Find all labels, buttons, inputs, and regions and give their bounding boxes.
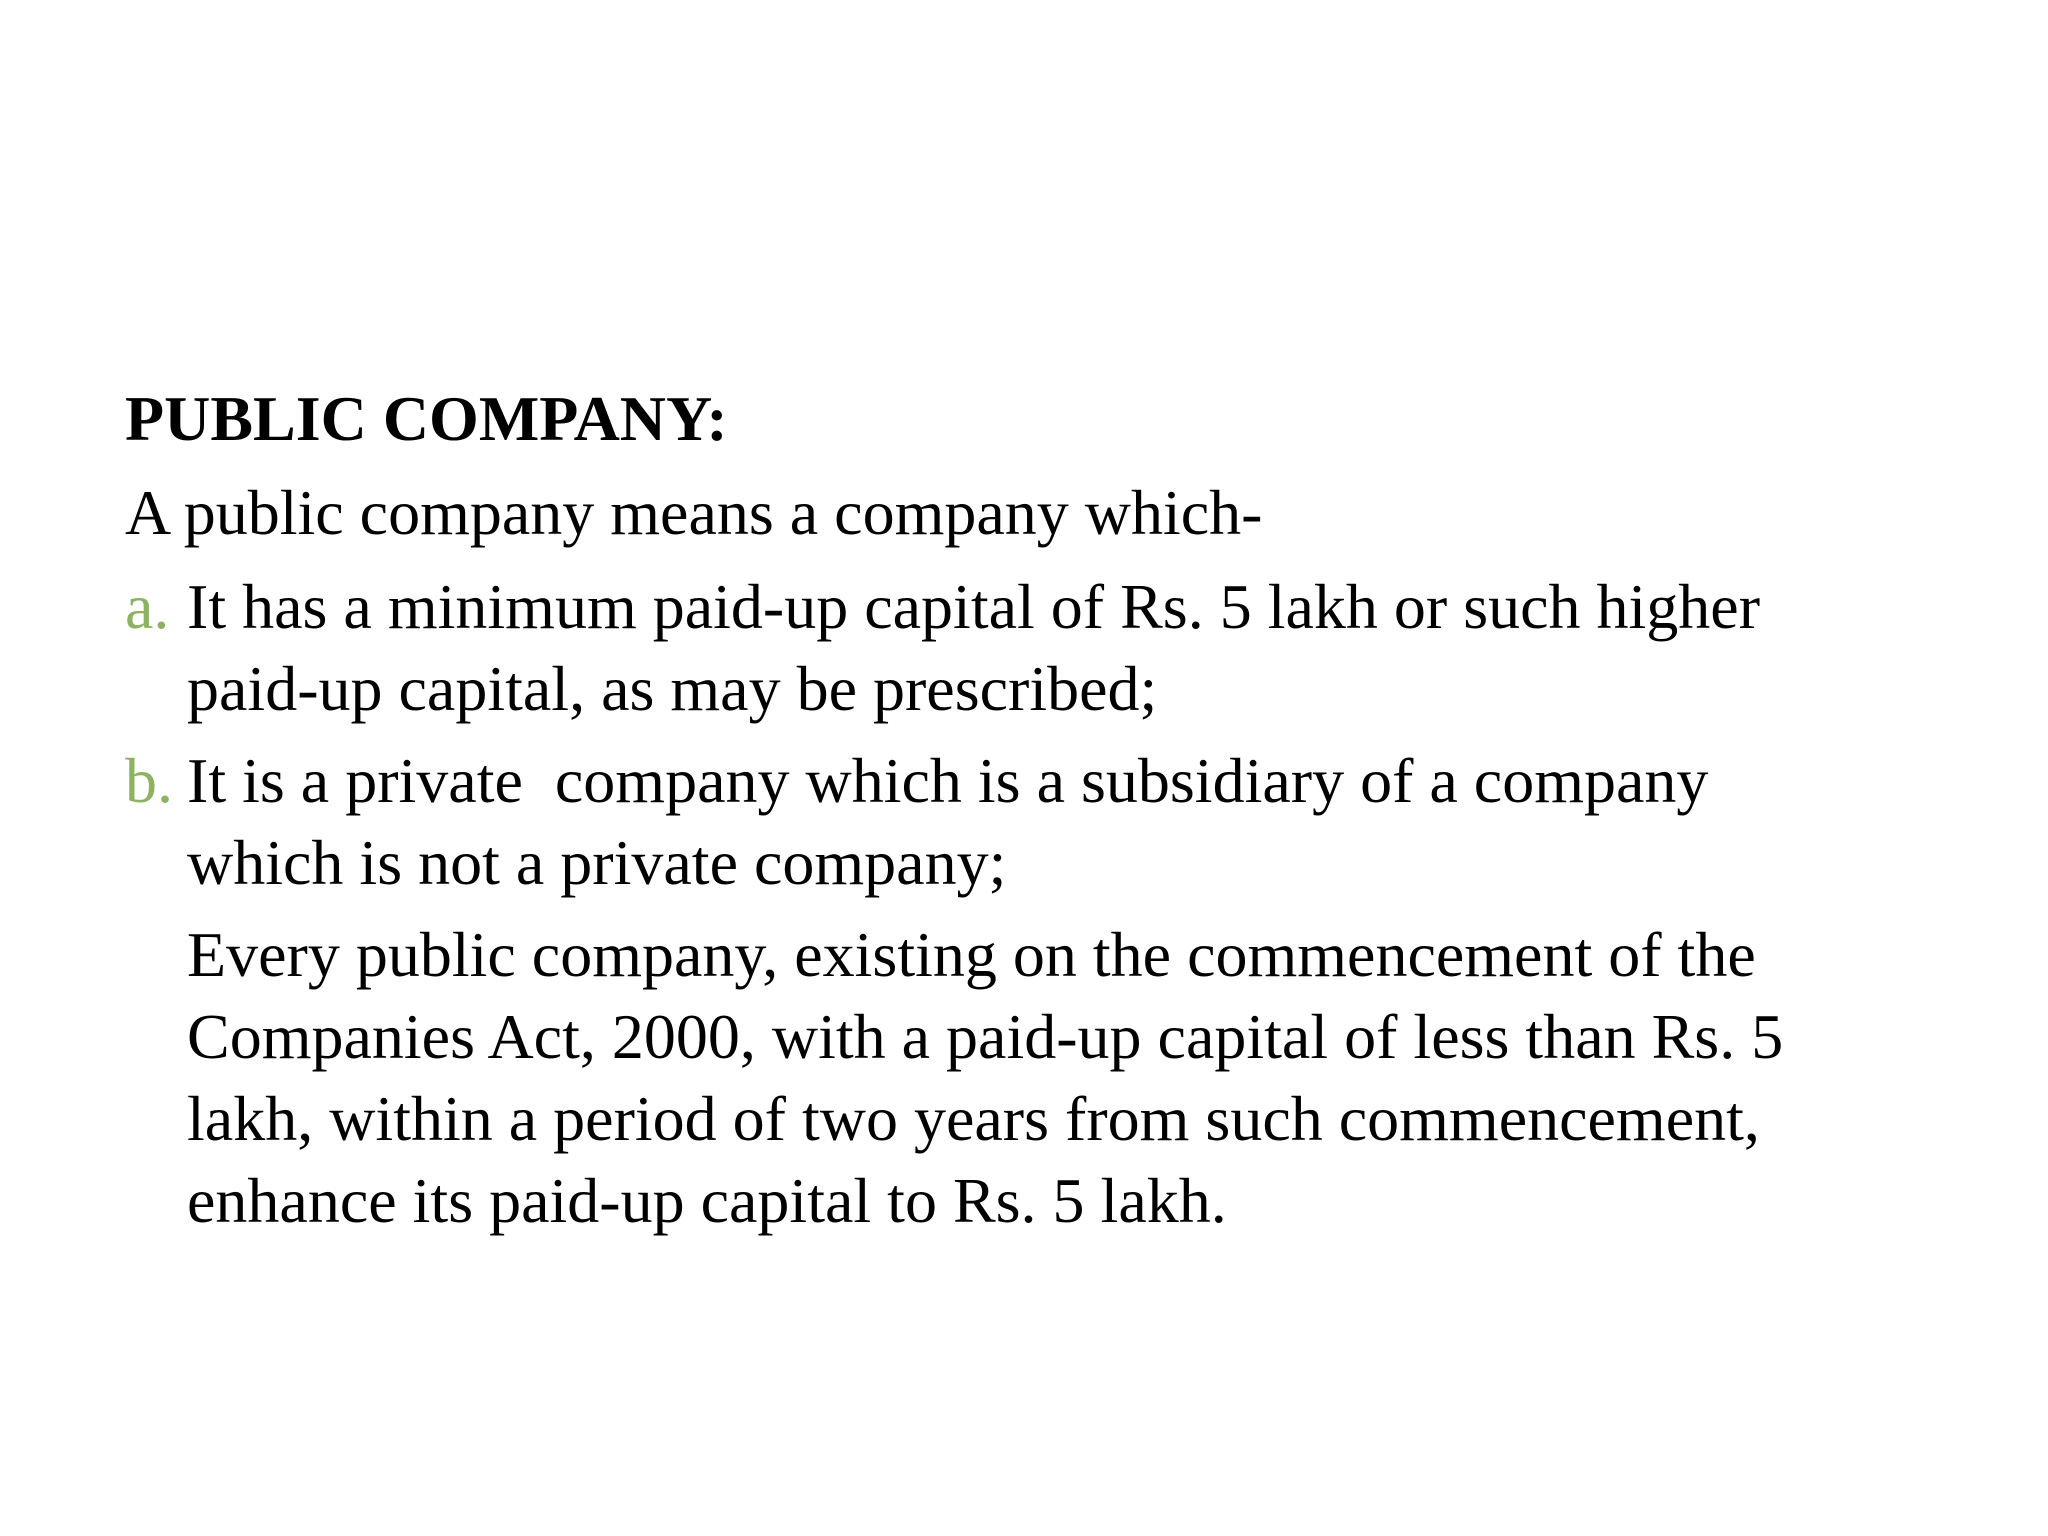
note-line-3: lakh, within a period of two years from such commencement, [187,1083,1760,1154]
list-item-b-line-1: It is a private company which is a subsidiary of a company [187,745,1709,816]
list-item-a [125,566,1955,730]
intro-text: A public company means a company which- [125,477,1263,548]
list-marker-a: a. [125,571,170,642]
list-item-b-line-2: which is not a private company; [187,827,1007,898]
slide-heading: PUBLIC COMPANY: [125,383,728,454]
list-item-b [125,740,1955,904]
note-paragraph [125,914,1955,1242]
note-line-4: enhance its paid-up capital to Rs. 5 lakh. [187,1165,1227,1236]
slide-content [125,378,1955,1242]
note-line-2: Companies Act, 2000, with a paid-up capital of less than Rs. 5 [187,1001,1784,1072]
list-marker-b: b. [125,745,173,816]
list-item-a-line-2: paid-up capital, as may be prescribed; [187,653,1158,724]
list-item-a-line-1: It has a minimum paid-up capital of Rs. 5 lakh or such higher [187,571,1760,642]
note-line-1: Every public company, existing on the commencement of the [187,919,1756,990]
